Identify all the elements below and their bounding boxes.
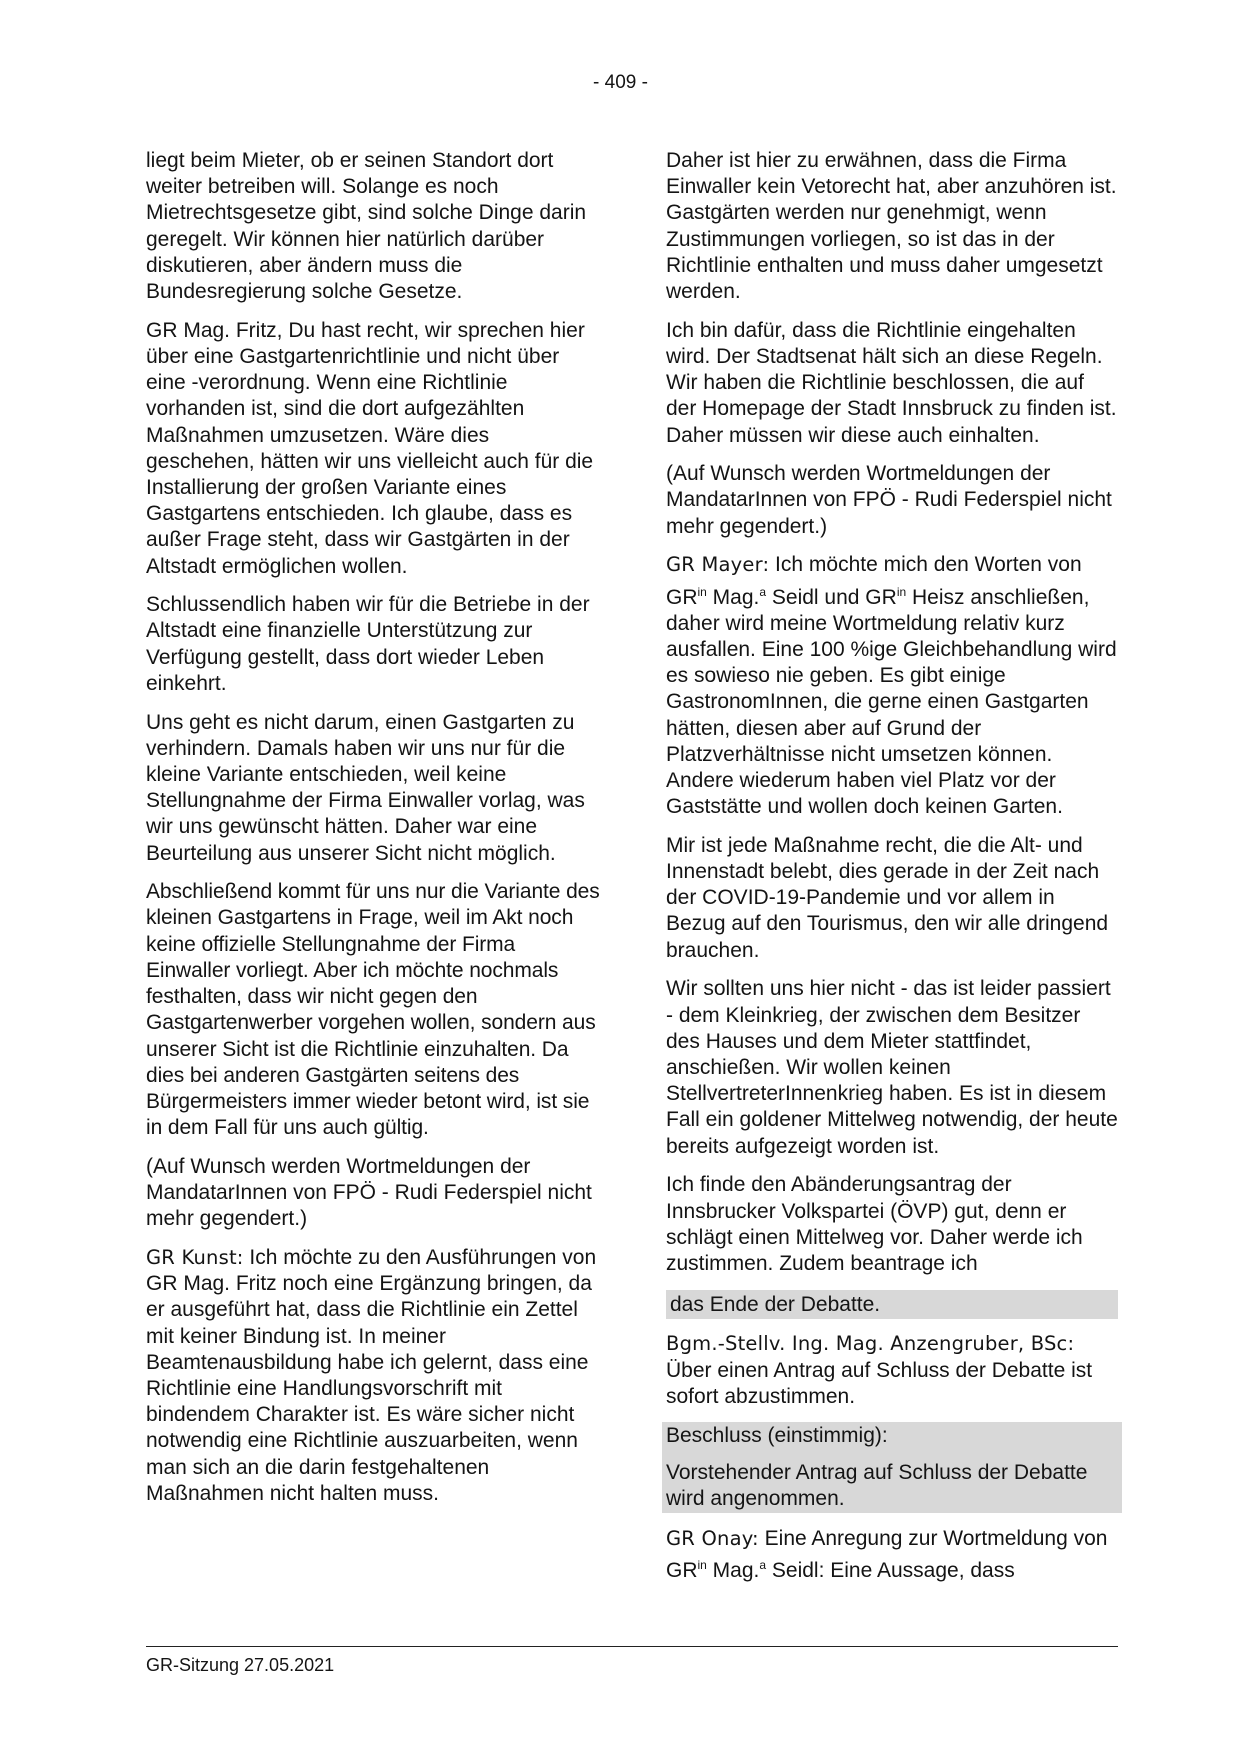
paragraph: Uns geht es nicht darum, einen Gastgarten zu verhindern. Damals haben wir uns nur für die kleine Variante entschieden, weil keine Stellungnahme der Firma Einwaller vorlag, was wir uns gewünscht hätten. Daher war eine Beurteilung aus unserer Sicht nicht möglich.	[146, 710, 585, 865]
speech-text: Mag.	[706, 585, 760, 609]
superscript: in	[697, 1557, 707, 1572]
paragraph: liegt beim Mieter, ob er seinen Standort dort weiter betreiben will. Solange es noch Mietrechtsgesetze gibt, sind solche Dinge darin geregelt. Wir können hier natürlich darüber diskutieren, aber ändern muss die Bundesregierung solche Gesetze.	[146, 149, 587, 304]
footer-divider	[146, 1646, 1118, 1647]
speech-paragraph	[666, 1526, 1118, 1584]
resolution-text: Vorstehender Antrag auf Schluss der Debatte wird angenommen.	[666, 1460, 1088, 1510]
paragraph: Mir ist jede Maßnahme recht, die die Alt- und Innenstadt belebt, dies gerade in der Zeit nach der COVID-19-Pandemie und vor allem in Bezug auf den Tourismus, den wir alle dringend brauchen.	[666, 833, 1109, 962]
resolution-block	[662, 1422, 1122, 1513]
speech-paragraph	[146, 1245, 603, 1507]
speech-text: Eine Anregung zur Wortmeldung von GR	[666, 1526, 1108, 1582]
paragraph: Wir sollten uns hier nicht - das ist leider passiert - dem Kleinkrieg, der zwischen dem Besitzer des Hauses und dem Mieter stattfindet, anschießen. Wir wollen keinen StellvertreterInnenkrieg haben. Es ist in diesem Fall ein goldener Mittelweg notwendig, der heute bereits aufgezeigt worden ist.	[666, 977, 1118, 1158]
speaker-name: Bgm.-Stellv. Ing. Mag. Anzengruber, BSc:	[666, 1332, 1075, 1356]
speech-text: Seidl: Eine Aussage, dass	[766, 1558, 1015, 1582]
speaker-name: GR Mayer:	[666, 553, 770, 577]
left-column	[146, 148, 603, 1519]
paragraph: Abschließend kommt für uns nur die Variante des kleinen Gastgartens in Frage, weil im Akt noch keine offizielle Stellungnahme der Firma Einwaller vorliegt. Aber ich möchte nochmals festhalten, dass wir nicht gegen den Gastgartenwerber vorgehen wollen, sondern aus unserer Sicht ist die Richtlinie einzuhalten. Da dies bei anderen Gastgärten seitens des Bürgermeisters immer wieder betont wird, ist sie in dem Fall für uns auch gültig.	[146, 880, 600, 1140]
highlighted-motion: das Ende der Debatte.	[666, 1290, 1118, 1319]
paragraph: Ich finde den Abänderungsantrag der Innsbrucker Volkspartei (ÖVP) gut, denn er schlägt einen Mittelweg vor. Daher werde ich zustimmen. Zudem beantrage ich	[666, 1173, 1083, 1275]
speech-text: Ich möchte zu den Ausführungen von GR Mag. Fritz noch eine Ergänzung bringen, da er ausgeführt hat, dass die Richtlinie ein Zettel mit keiner Bindung ist. In meiner Beamtenausbildung habe ich gelernt, dass eine Richtlinie eine Handlungsvorschrift mit bindendem Charakter ist. Es wäre sicher nicht notwendig eine Richtlinie auszuarbeiten, wenn man sich an die darin festgehaltenen Maßnahmen nicht halten muss.	[146, 1245, 597, 1505]
superscript: in	[697, 584, 707, 599]
speaker-name: GR Kunst:	[146, 1245, 244, 1269]
footer-session-date: GR-Sitzung 27.05.2021	[146, 1655, 335, 1675]
speech-paragraph	[666, 552, 1118, 820]
page-number: - 409 -	[593, 72, 648, 93]
speaker-name: GR Onay:	[666, 1526, 759, 1550]
right-column	[666, 148, 1118, 1596]
superscript: a	[759, 1557, 767, 1572]
speech-text: Seidl und GR	[766, 585, 897, 609]
speech-paragraph	[666, 1331, 1118, 1410]
paragraph: (Auf Wunsch werden Wortmeldungen der MandatarInnen von FPÖ - Rudi Federspiel nicht mehr gegendert.)	[666, 462, 1112, 538]
paragraph: (Auf Wunsch werden Wortmeldungen der MandatarInnen von FPÖ - Rudi Federspiel nicht mehr gegendert.)	[146, 1154, 592, 1231]
resolution-heading: Beschluss (einstimmig):	[666, 1424, 888, 1448]
paragraph: Daher ist hier zu erwähnen, dass die Firma Einwaller kein Vetorecht hat, aber anzuhören ist. Gastgärten werden nur genehmigt, wenn Zustimmungen vorliegen, so ist das in der Richtlinie enthalten und muss daher umgesetzt werden.	[666, 149, 1117, 304]
paragraph: GR Mag. Fritz, Du hast recht, wir sprechen hier über eine Gastgartenrichtlinie und nicht über eine -verordnung. Wenn eine Richtlinie vorhanden ist, sind die dort aufgezählten Maßnahmen umzusetzen. Wäre dies geschehen, hätten wir uns vielleicht auch für die Installierung der großen Variante eines Gastgartens entschieden. Ich glaube, dass es außer Frage steht, dass wir Gastgärten in der Altstadt ermöglichen wollen.	[146, 318, 594, 578]
speech-text: Ich möchte mich den Worten von GR	[666, 553, 1082, 609]
speech-text: Über einen Antrag auf Schluss der Debatte ist sofort abzustimmen.	[666, 1358, 1093, 1408]
speech-text: Heisz anschließen, daher wird meine Wortmeldung relativ kurz ausfallen. Eine 100 %ige Gleichbehandlung wird es sowieso nie geben. Es gibt einige GastronomInnen, die gerne einen Gastgarten hätten, diesen aber auf Grund der Platzverhältnisse nicht umsetzen können. Andere wiederum haben viel Platz vor der Gaststätte und wollen doch keinen Garten.	[666, 585, 1117, 819]
superscript: a	[759, 584, 767, 599]
paragraph: Ich bin dafür, dass die Richtlinie eingehalten wird. Der Stadtsenat hält sich an diese Regeln. Wir haben die Richtlinie beschlossen, die auf der Homepage der Stadt Innsbruck zu finden ist. Daher müssen wir diese auch einhalten.	[666, 318, 1117, 447]
paragraph: Schlussendlich haben wir für die Betriebe in der Altstadt eine finanzielle Unterstützung zur Verfügung gestellt, dass dort wieder Leben einkehrt.	[146, 593, 590, 695]
superscript: in	[896, 584, 907, 599]
speech-text: Mag.	[706, 1558, 760, 1582]
